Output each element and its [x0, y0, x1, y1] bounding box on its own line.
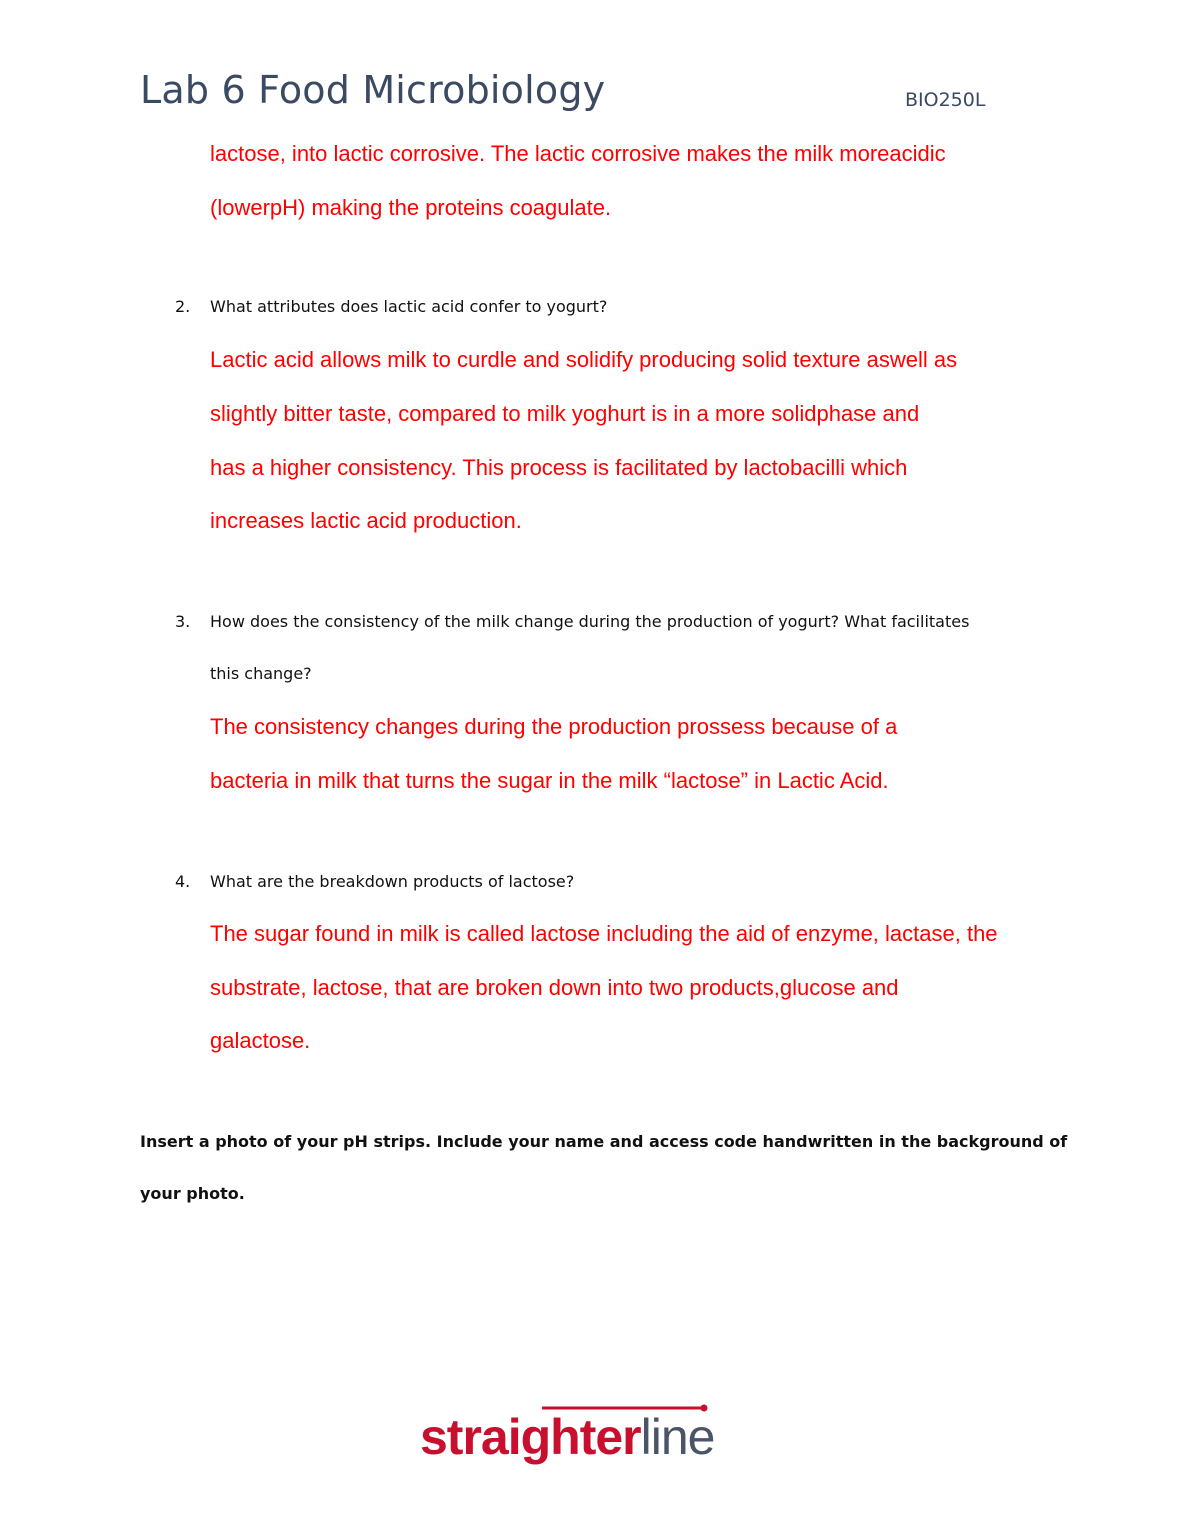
question-number: 3. — [175, 612, 191, 631]
straighterline-logo — [420, 1400, 780, 1480]
answer-line: slightly bitter taste, compared to milk yoghurt is in a more solidphase and — [210, 401, 920, 426]
question-text: this change? — [210, 664, 312, 683]
question-number: 2. — [175, 297, 191, 316]
instruction-text: your photo. — [140, 1184, 245, 1203]
question-text: What attributes does lactic acid confer to yogurt? — [210, 297, 608, 316]
question-number: 4. — [175, 872, 191, 891]
logo-text-light: line — [640, 1409, 715, 1465]
course-code: BIO250L — [905, 89, 986, 111]
continuation-line: (lowerpH) making the proteins coagulate. — [210, 195, 612, 220]
instruction-text: Insert a photo of your pH strips. Include your name and access code handwritten in the background of — [140, 1132, 1068, 1151]
svg-text:straighterline — [420, 1409, 714, 1465]
logo-text-bold: straighter — [420, 1409, 641, 1465]
answer-line: bacteria in milk that turns the sugar in the milk “lactose” in Lactic Acid. — [210, 768, 889, 793]
question-text: What are the breakdown products of lactose? — [210, 872, 575, 891]
continuation-line: lactose, into lactic corrosive. The lactic corrosive makes the milk moreacidic — [210, 141, 946, 166]
answer-line: galactose. — [210, 1028, 311, 1053]
answer-line: The sugar found in milk is called lactose including the aid of enzyme, lactase, the — [210, 921, 998, 946]
answer-line: The consistency changes during the production prossess because of a — [210, 714, 898, 739]
answer-line: has a higher consistency. This process is facilitated by lactobacilli which — [210, 455, 908, 480]
answer-line: Lactic acid allows milk to curdle and solidify producing solid texture aswell as — [210, 347, 958, 372]
answer-line: substrate, lactose, that are broken down into two products,glucose and — [210, 975, 899, 1000]
question-text: How does the consistency of the milk change during the production of yogurt? What facilitates — [210, 612, 970, 631]
answer-line: increases lactic acid production. — [210, 508, 522, 533]
page-title: Lab 6 Food Microbiology — [140, 68, 606, 112]
